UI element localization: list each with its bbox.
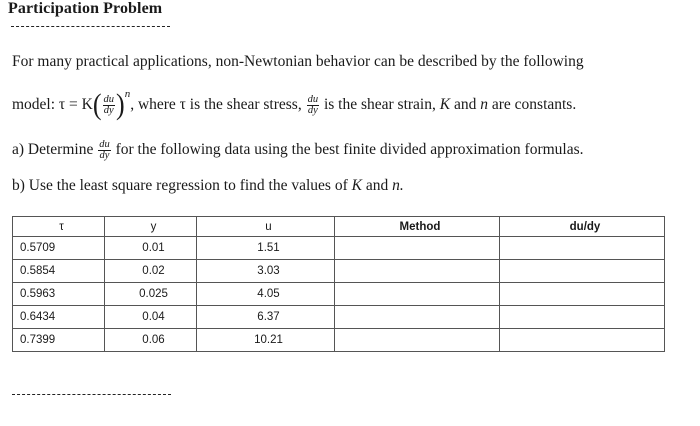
cell-dudy[interactable]	[500, 283, 665, 306]
cell-tau: 0.7399	[13, 329, 105, 352]
part-a-after: for the following data using the best finite divided approximation formulas.	[115, 141, 584, 159]
model-and: and	[453, 96, 477, 113]
model-equation-line	[12, 88, 577, 122]
table-row	[13, 260, 665, 283]
cell-u: 3.03	[197, 260, 335, 283]
part-b-line	[12, 177, 404, 195]
bottom-divider	[12, 394, 171, 395]
table-row	[13, 283, 665, 306]
cell-u: 10.21	[197, 329, 335, 352]
part-b-before: b) Use the least square regression to find the values of	[12, 177, 348, 194]
table-header-row	[13, 217, 665, 237]
right-paren: )	[116, 88, 125, 122]
header-dudy: du/dy	[500, 217, 665, 237]
header-u: u	[197, 217, 335, 237]
model-n: n	[480, 96, 488, 113]
cell-dudy[interactable]	[500, 260, 665, 283]
table-row	[13, 306, 665, 329]
cell-method[interactable]	[335, 237, 500, 260]
header-tau: τ	[13, 217, 105, 237]
page-title: Participation Problem	[8, 0, 163, 17]
cell-y: 0.06	[105, 329, 197, 352]
model-after-text: is the shear strain,	[323, 96, 436, 113]
part-b-k: K	[351, 177, 362, 194]
cell-y: 0.01	[105, 237, 197, 260]
part-b-n: n.	[392, 177, 404, 194]
table-row	[13, 237, 665, 260]
cell-dudy[interactable]	[500, 329, 665, 352]
cell-u: 4.05	[197, 283, 335, 306]
left-paren: (	[92, 88, 102, 122]
cell-u: 6.37	[197, 306, 335, 329]
cell-tau: 0.5963	[13, 283, 105, 306]
cell-method[interactable]	[335, 306, 500, 329]
du-dy-fraction: $\frac{du}{dy}$	[103, 93, 115, 116]
header-method: Method	[335, 217, 500, 237]
cell-method[interactable]	[335, 260, 500, 283]
model-k: K	[439, 96, 451, 113]
du-dy-fraction-2: $\frac{du}{dy}$	[307, 93, 319, 116]
cell-dudy[interactable]	[500, 237, 665, 260]
cell-method[interactable]	[335, 283, 500, 306]
cell-y: 0.025	[105, 283, 197, 306]
cell-method[interactable]	[335, 329, 500, 352]
cell-dudy[interactable]	[500, 306, 665, 329]
data-table	[12, 216, 665, 352]
cell-y: 0.02	[105, 260, 197, 283]
cell-u: 1.51	[197, 237, 335, 260]
cell-tau: 0.6434	[13, 306, 105, 329]
part-b-and: and	[365, 177, 389, 194]
top-divider	[11, 26, 170, 27]
part-a-line	[12, 140, 584, 161]
intro-text: For many practical applications, non-Newtonian behavior can be described by the following	[12, 53, 584, 70]
header-y: y	[105, 217, 197, 237]
table-row	[13, 329, 665, 352]
part-a-before: a) Determine	[12, 141, 94, 159]
cell-y: 0.04	[105, 306, 197, 329]
model-mid-text: , where τ is the shear stress,	[130, 96, 302, 113]
model-end-text: are constants.	[491, 96, 577, 113]
cell-tau: 0.5854	[13, 260, 105, 283]
exponent-n: n	[124, 88, 131, 100]
cell-tau: 0.5709	[13, 237, 105, 260]
model-prefix: model: τ = K	[12, 96, 93, 113]
du-dy-fraction-3: $\frac{du}{dy}$	[99, 139, 110, 161]
